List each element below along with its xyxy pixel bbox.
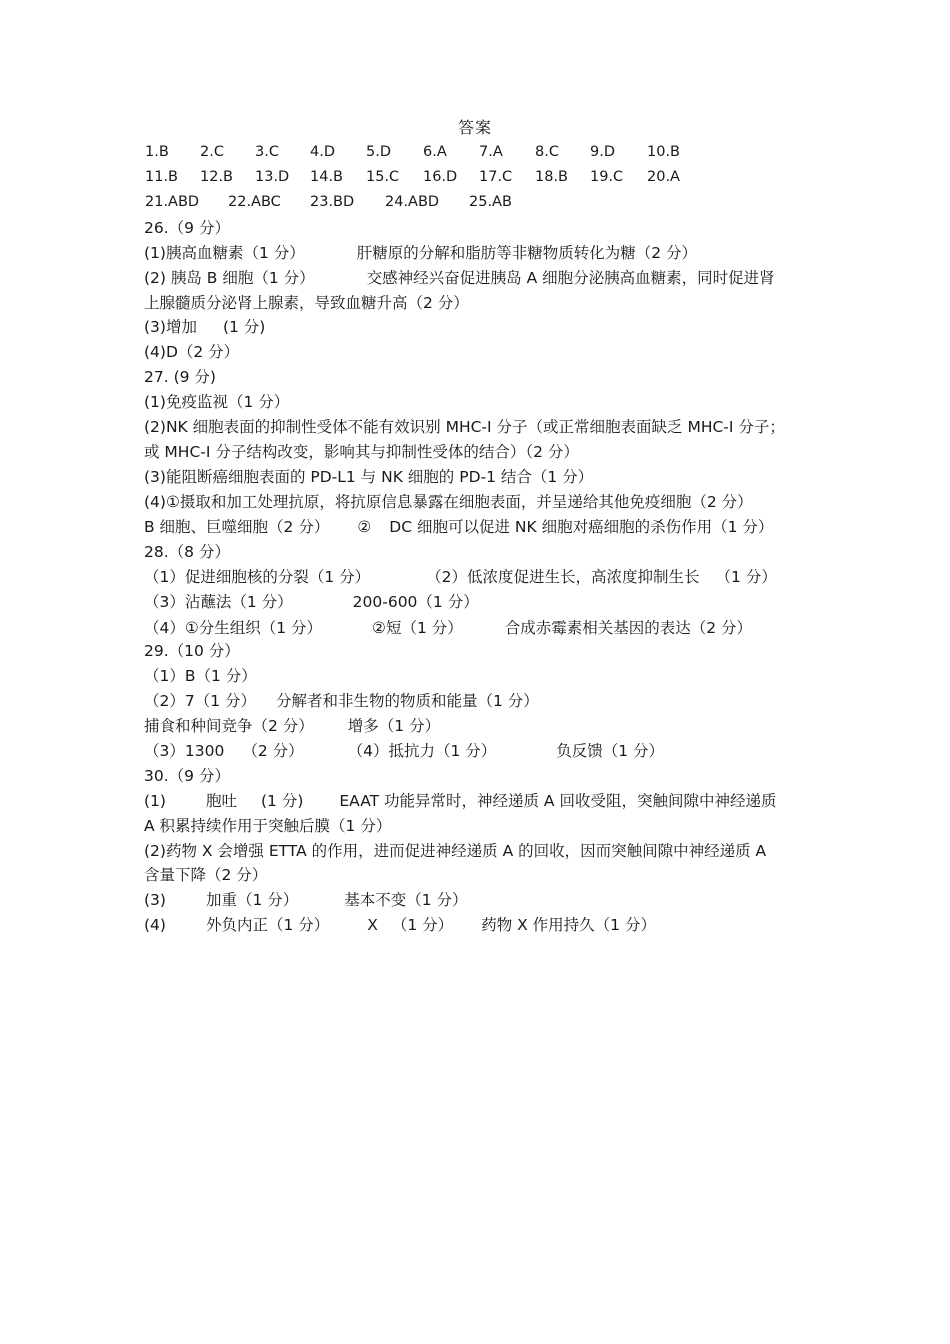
q27-4	[144, 491, 753, 513]
mc-answer: 25.AB	[469, 194, 512, 210]
q29-1	[144, 665, 257, 687]
mc-answer: 5.D	[366, 144, 391, 160]
text: 28.（8 分）	[144, 543, 230, 561]
q26-3	[144, 316, 265, 338]
text: (3)	[144, 891, 166, 909]
text: 含量下降（2 分）	[144, 866, 268, 884]
q29-2-cont	[144, 715, 440, 737]
text: (2) 胰岛 B 细胞（1 分）	[144, 269, 315, 287]
mc-answer: 23.BD	[310, 194, 355, 210]
q29-heading	[144, 640, 240, 662]
q28-heading	[144, 541, 230, 563]
q26-1	[144, 242, 697, 264]
q29-2	[144, 690, 539, 712]
q30-2-cont	[144, 864, 267, 886]
text: ②	[357, 518, 372, 536]
text: （2 分）	[242, 742, 304, 760]
q26-heading	[144, 217, 230, 239]
text: 基本不变（1 分）	[344, 891, 468, 909]
text: 合成赤霉素相关基因的表达（2 分）	[504, 619, 753, 637]
text: (3)增加	[144, 318, 197, 336]
text: （4）抵抗力（1 分）	[347, 742, 497, 760]
text: (4)D（2 分）	[144, 343, 240, 361]
q26-4	[144, 341, 239, 363]
text: A 积累持续作用于突触后膜（1 分）	[144, 817, 392, 835]
q30-4	[144, 914, 656, 936]
text: (4)	[144, 916, 166, 934]
text: （3）1300	[144, 742, 225, 760]
text: (2)NK 细胞表面的抑制性受体不能有效识别 MHC-I 分子（或正常细胞表面缺乏 MHC-I 分子；	[144, 418, 785, 436]
text: 负反馈（1 分）	[556, 742, 665, 760]
text: 外负内正（1 分）	[205, 916, 330, 934]
q26-2-cont	[144, 292, 469, 314]
q30-3	[144, 889, 468, 911]
text: (1 分)	[260, 792, 304, 810]
mc-answer: 15.C	[366, 169, 400, 185]
mc-answer: 17.C	[479, 169, 513, 185]
mc-answer: 19.C	[590, 169, 624, 185]
mc-answer: 4.D	[310, 144, 335, 160]
q27-2-cont	[144, 441, 579, 463]
text: EAAT 功能异常时，神经递质 A 回收受阻，突触间隙中神经递质	[339, 792, 777, 810]
mc-answer: 3.C	[255, 144, 279, 160]
text: X	[367, 916, 378, 934]
text: (1 分)	[222, 318, 266, 336]
text: （1）促进细胞核的分裂（1 分）	[144, 568, 371, 586]
text: 胞吐	[205, 792, 237, 810]
text: （2）7（1 分）	[144, 692, 257, 710]
mc-answer: 11.B	[145, 169, 179, 185]
mc-answer: 24.ABD	[385, 194, 440, 210]
text: (1)免疫监视（1 分）	[144, 393, 290, 411]
q28-1-2	[144, 566, 777, 588]
text: （1）B（1 分）	[144, 667, 257, 685]
text: 27. (9 分)	[144, 368, 216, 386]
text: 加重（1 分）	[205, 891, 299, 909]
mc-answer: 14.B	[310, 169, 344, 185]
q28-3	[144, 591, 479, 613]
text: （2）低浓度促进生长，高浓度抑制生长	[426, 568, 700, 586]
text: 29.（10 分）	[144, 642, 240, 660]
mc-answer: 7.A	[479, 144, 503, 160]
mc-answer: 16.D	[423, 169, 458, 185]
q28-4	[144, 617, 752, 639]
q30-1	[144, 790, 776, 812]
text: ②短（1 分）	[372, 619, 463, 637]
q30-heading	[144, 765, 230, 787]
q27-2	[144, 416, 785, 438]
q30-2	[144, 840, 766, 862]
text: 26.（9 分）	[144, 219, 230, 237]
text: 肝糖原的分解和脂肪等非糖物质转化为糖（2 分）	[356, 244, 698, 262]
text: (1)胰高血糖素（1 分）	[144, 244, 305, 262]
text: (1)	[144, 792, 166, 810]
text: （1 分）	[715, 568, 777, 586]
mc-answer: 9.D	[590, 144, 615, 160]
q27-1	[144, 391, 289, 413]
mc-answer: 20.A	[647, 169, 680, 185]
page-title: 答案	[457, 118, 492, 137]
q27-heading	[144, 366, 216, 388]
text: B 细胞、巨噬细胞（2 分）	[144, 518, 330, 536]
text: 分解者和非生物的物质和能量（1 分）	[276, 692, 539, 710]
text: 或 MHC-I 分子结构改变，影响其与抑制性受体的结合）（2 分）	[144, 443, 579, 461]
mc-answer: 18.B	[535, 169, 569, 185]
text: DC 细胞可以促进 NK 细胞对癌细胞的杀伤作用（1 分）	[389, 518, 774, 536]
q26-2	[144, 267, 775, 289]
q30-1-cont	[144, 815, 391, 837]
text: 增多（1 分）	[347, 717, 441, 735]
text: 30.（9 分）	[144, 767, 230, 785]
q27-3	[144, 466, 593, 488]
text: 上腺髓质分泌肾上腺素，导致血糖升高（2 分）	[144, 294, 469, 312]
text: （4）①分生组织（1 分）	[144, 619, 323, 637]
mc-answer: 6.A	[423, 144, 447, 160]
text: 交感神经兴奋促进胰岛 A 细胞分泌胰高血糖素，同时促进肾	[366, 269, 775, 287]
mc-answer: 22.ABC	[228, 194, 281, 210]
mc-answer: 12.B	[200, 169, 234, 185]
text: (2)药物 X 会增强 ETTA 的作用，进而促进神经递质 A 的回收，因而突触间隙中神经递质 A	[144, 842, 767, 860]
text: 200-600（1 分）	[352, 593, 479, 611]
q27-4-cont	[144, 516, 773, 538]
text: （3）沾蘸法（1 分）	[144, 593, 293, 611]
q29-3-4	[144, 740, 664, 762]
text: （1 分）	[391, 916, 454, 934]
text: 捕食和种间竞争（2 分）	[144, 717, 314, 735]
text: (4)①摄取和加工处理抗原，将抗原信息暴露在细胞表面，并呈递给其他免疫细胞（2 分）	[144, 493, 753, 511]
mc-answer: 21.ABD	[145, 194, 200, 210]
text: (3)能阻断癌细胞表面的 PD-L1 与 NK 细胞的 PD-1 结合（1 分）	[144, 468, 594, 486]
mc-answer: 2.C	[200, 144, 224, 160]
text: 药物 X 作用持久（1 分）	[481, 916, 656, 934]
mc-answer: 13.D	[255, 169, 290, 185]
mc-answer: 10.B	[647, 144, 681, 160]
mc-answer: 8.C	[535, 144, 559, 160]
mc-answer: 1.B	[145, 144, 169, 160]
